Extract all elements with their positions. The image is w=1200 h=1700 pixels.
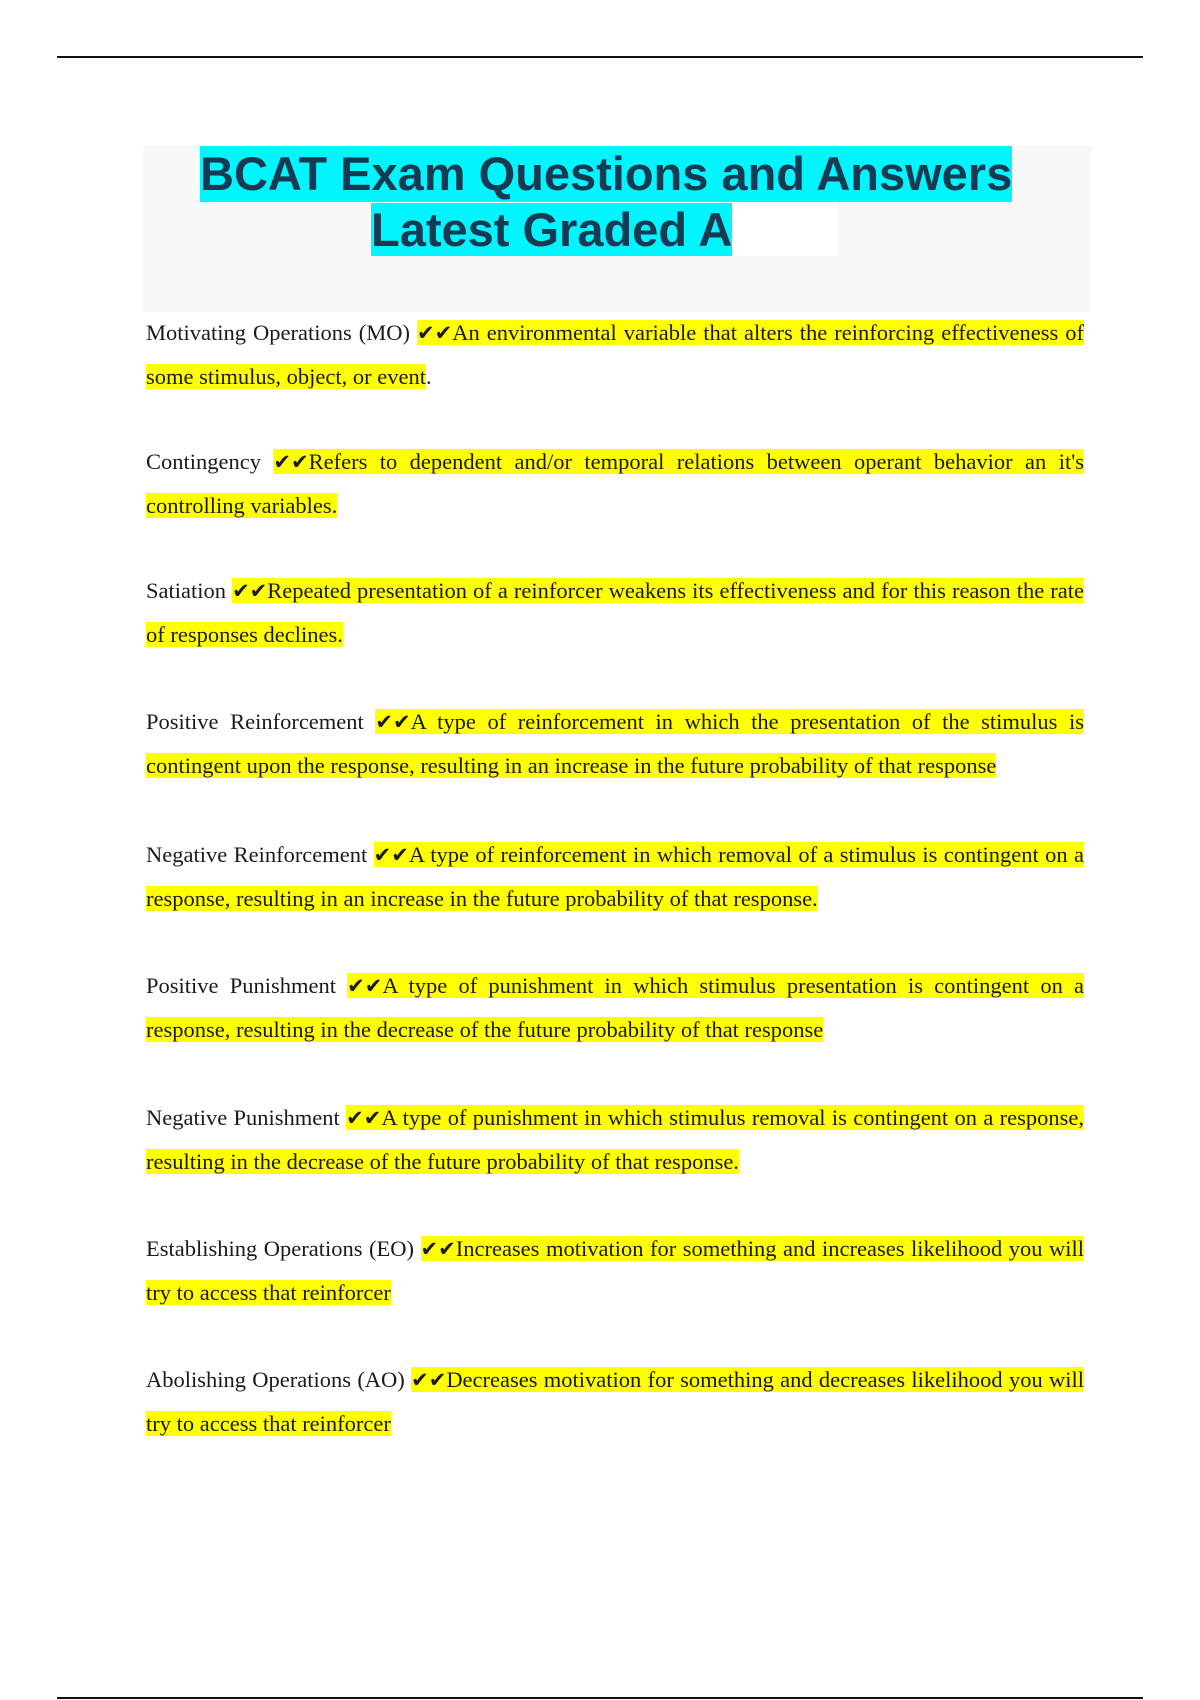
qa-item xyxy=(146,833,1084,921)
qa-item xyxy=(146,440,1084,528)
qa-answer: A type of punishment in which stimulus removal is contingent on a response, resulting in the decrease of the future probability of that response. xyxy=(146,1105,1084,1174)
qa-answer-wrap xyxy=(146,578,1084,647)
check-icon: ✔✔ xyxy=(346,1106,382,1130)
qa-answer: A type of reinforcement in which the presentation of the stimulus is contingent upon the response, resulting in an increase in the future probability of that response xyxy=(146,709,1085,778)
title-line-2-wrap xyxy=(371,202,837,258)
qa-term: Negative Reinforcement xyxy=(146,842,368,867)
check-icon: ✔✔ xyxy=(347,974,383,998)
qa-item xyxy=(146,1096,1084,1184)
check-icon: ✔✔ xyxy=(232,579,268,603)
title-line-2-padding xyxy=(732,204,837,256)
qa-answer-wrap xyxy=(146,449,1084,518)
check-icon: ✔✔ xyxy=(273,450,309,474)
qa-term: Positive Reinforcement xyxy=(146,709,364,734)
qa-term: Positive Punishment xyxy=(146,973,336,998)
qa-tail: . xyxy=(425,364,432,389)
qa-item xyxy=(146,1358,1084,1446)
qa-answer: An environmental variable that alters the reinforcing effectiveness of some stimulus, object, or event xyxy=(146,320,1085,389)
qa-answer: Decreases motivation for something and decreases likelihood you will try to access that reinforcer xyxy=(146,1367,1084,1436)
qa-item xyxy=(146,964,1084,1052)
qa-answer: A type of reinforcement in which removal of a stimulus is contingent on a response, resulting in an increase in the future probability of that response. xyxy=(146,842,1085,911)
qa-answer: Repeated presentation of a reinforcer weakens its effectiveness and for this reason the rate of responses declines. xyxy=(146,578,1084,647)
footer-rule xyxy=(57,1697,1143,1699)
header-rule xyxy=(57,56,1143,58)
qa-term: Establishing Operations (EO) xyxy=(146,1236,414,1261)
check-icon: ✔✔ xyxy=(417,321,453,345)
qa-item xyxy=(146,569,1084,657)
title-line-1: BCAT Exam Questions and Answers xyxy=(200,147,1013,200)
qa-term: Negative Punishment xyxy=(146,1105,340,1130)
qa-answer: A type of punishment in which stimulus presentation is contingent on a response, resulting in the decrease of the future probability of that response xyxy=(146,973,1084,1042)
check-icon: ✔✔ xyxy=(411,1368,447,1392)
title-block xyxy=(143,146,1091,312)
qa-answer: Refers to dependent and/or temporal relations between operant behavior an it's controlling variables. xyxy=(146,449,1085,518)
check-icon: ✔✔ xyxy=(420,1237,456,1261)
qa-term: Satiation xyxy=(146,578,226,603)
qa-answer: Increases motivation for something and increases likelihood you will try to access that reinforcer xyxy=(146,1236,1085,1305)
check-icon: ✔✔ xyxy=(375,710,411,734)
qa-term: Contingency xyxy=(146,449,261,474)
qa-term: Abolishing Operations (AO) xyxy=(146,1367,405,1392)
qa-item xyxy=(146,700,1084,788)
check-icon: ✔✔ xyxy=(373,843,409,867)
title-line-2: Latest Graded A xyxy=(371,203,733,256)
qa-item xyxy=(146,311,1084,399)
qa-term: Motivating Operations (MO) xyxy=(146,320,411,345)
qa-item xyxy=(146,1227,1084,1315)
